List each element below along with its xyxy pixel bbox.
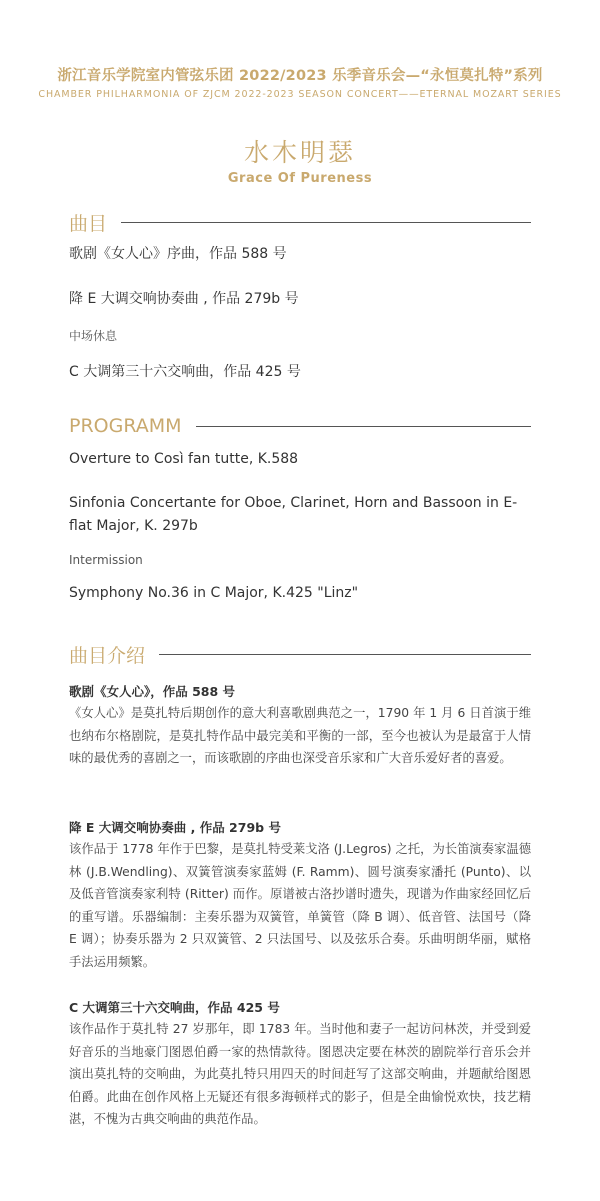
note-title: 降 E 大调交响协奏曲 , 作品 279b 号 — [69, 820, 281, 835]
concert-title-en: CHAMBER PHILHARMONIA OF ZJCM 2022-2023 SEASON CONCERT——ETERNAL MOZART SERIES — [38, 89, 562, 100]
divider — [196, 426, 531, 427]
note-body: 该作品作于莫扎特 27 岁那年，即 1783 年。当时他和妻子一起访问林茨，并受到爱好音乐的当地豪门图恩伯爵一家的热情款待。图恩决定要在林茨的剧院举行音乐会并演出莫扎特的交响曲，为此莫扎特只用四天的时间赶写了这部交响曲，并题献给图恩伯爵。此曲在创作风格上无疑还有很多海顿样式的影子，但是全曲愉悦欢快，技艺精湛，不愧为古典交响曲的典范作品。 — [69, 1022, 531, 1126]
concert-header — [0, 0, 600, 186]
program-cn-section — [69, 208, 531, 380]
program-en-heading — [69, 412, 531, 440]
note-title: 歌剧《女人心》，作品 588 号 — [69, 684, 236, 699]
note-title: C 大调第三十六交响曲，作品 425 号 — [69, 1000, 280, 1015]
program-en-intermission: Intermission — [69, 553, 143, 567]
note-entry — [69, 998, 531, 1131]
program-en-item: Overture to Così fan tutte, K.588 — [69, 451, 299, 467]
divider — [121, 222, 531, 223]
program-subtitle: Grace Of Pureness — [227, 171, 373, 186]
note-entry — [69, 818, 531, 973]
program-cn-heading-text: 曲目 — [69, 212, 108, 235]
notes-heading — [69, 640, 531, 668]
program-en-section — [69, 412, 531, 601]
notes-section — [69, 640, 531, 1126]
program-en-heading-text: PROGRAMM — [69, 415, 182, 437]
concert-title-cn: 浙江音乐学院室内管弦乐团 2022/2023 乐季音乐会—“永恒莫扎特”系列 — [57, 68, 543, 84]
program-cn-heading — [69, 208, 531, 236]
program-cn-intermission: 中场休息 — [69, 329, 118, 343]
note-body: 《女人心》是莫扎特后期创作的意大利喜歌剧典范之一，1790 年 1 月 6 日首演于维也纳布尔格剧院，是莫扎特作品中最完美和平衡的一部，至今也被认为是最富于人情味的最优秀的喜剧之一，而该歌剧的序曲也深受音乐家和广大音乐爱好者的喜爱。 — [69, 706, 531, 765]
note-body: 该作品于 1778 年作于巴黎，是莫扎特受莱戈洛 (J.Legros) 之托，为长笛演奏家温德林 (J.B.Wendling)、双簧管演奏家蓝姆 (F. Ramm)、圆号演奏家潘托 (Punto)、以及低音管演奏家利特 (Ritter) 而作。原谱被古洛抄谱时遗失，现谱为作曲家经回忆后的重写谱。乐器编制：主奏乐器为双簧管，单簧管（降 B 调）、低音管、法国号（降 E 调）；协奏乐器为 2 只双簧管、2 只法国号、以及弦乐合奏。乐曲明朗华丽，赋格手法运用频繁。 — [69, 842, 531, 969]
program-logo: 水木明瑟 — [243, 138, 356, 167]
program-en-item: Symphony No.36 in C Major, K.425 "Linz" — [69, 585, 359, 601]
program-cn-item: 歌剧《女人心》序曲，作品 588 号 — [69, 246, 287, 262]
divider — [159, 654, 531, 655]
program-en-item: Sinfonia Concertante for Oboe, Clarinet, Horn and Bassoon in E-flat Major, K. 297b — [69, 495, 518, 534]
program-cn-item: C 大调第三十六交响曲，作品 425 号 — [69, 364, 301, 380]
note-entry — [69, 682, 531, 770]
notes-heading-text: 曲目介绍 — [69, 644, 146, 667]
program-cn-item: 降 E 大调交响协奏曲 , 作品 279b 号 — [69, 291, 299, 307]
